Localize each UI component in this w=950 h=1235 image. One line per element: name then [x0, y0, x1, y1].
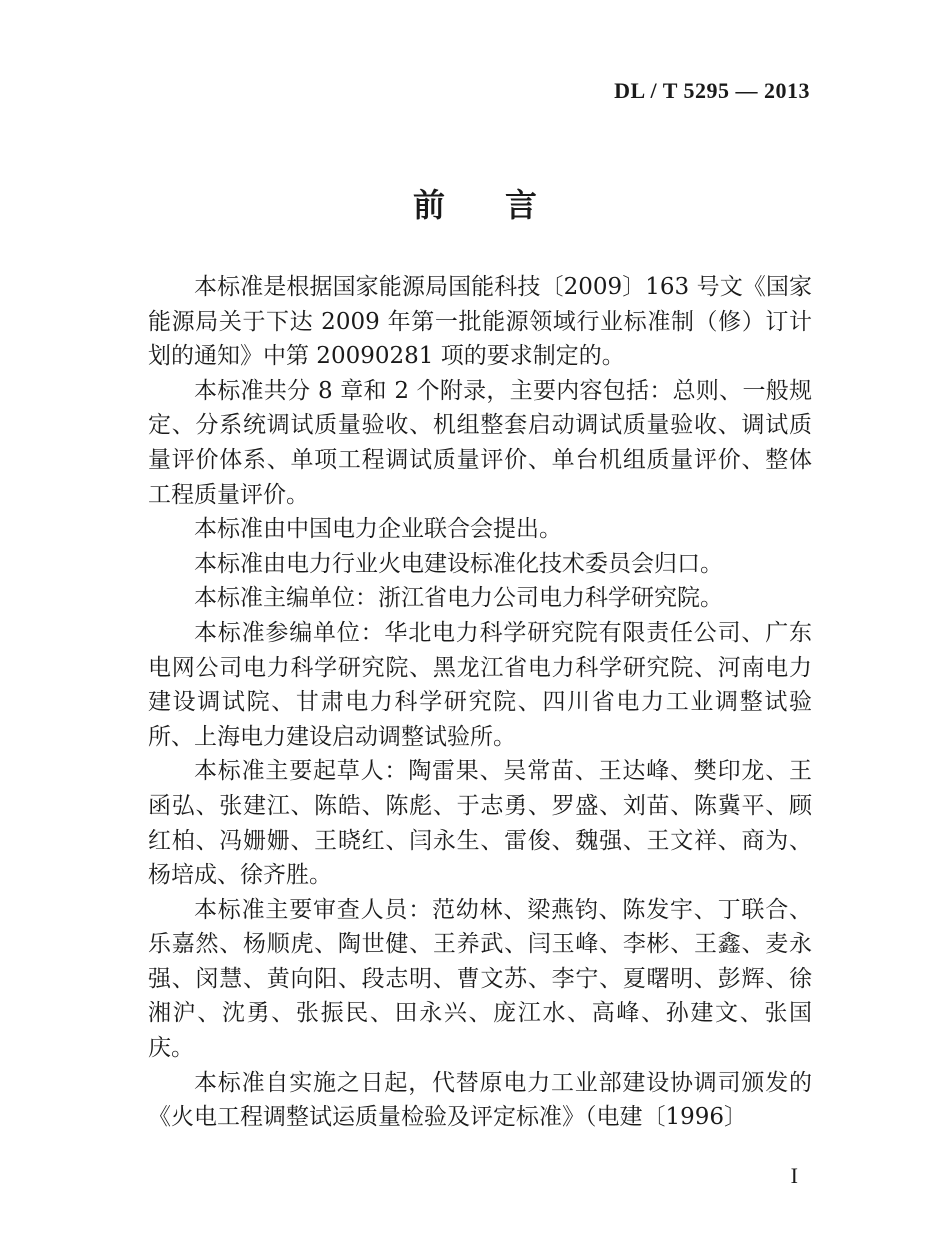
page-number: I [790, 1163, 798, 1188]
paragraph-administrator: 本标准由电力行业火电建设标准化技术委员会归口。 [194, 550, 723, 577]
paragraph-proposer: 本标准由中国电力企业联合会提出。 [194, 516, 562, 543]
paragraph-chief-editor: 本标准主编单位：浙江省电力公司电力科学研究院。 [194, 585, 723, 612]
paragraph-participating-units: 本标准参编单位：华北电力科学研究院有限责任公司、广东电网公司电力科学研究院、黑龙江省电力科学研究院、河南电力建设调试院、甘肃电力科学研究院、四川省电力工业调整试验所、上海电力建设启动调整试验所。 [148, 619, 812, 750]
document-code: DL / T 5295 — 2013 [614, 78, 810, 103]
paragraph-reviewers: 本标准主要审查人员：范幼林、梁燕钧、陈发宇、丁联合、乐嘉然、杨顺虎、陶世健、王养武、闫玉峰、李彬、王鑫、麦永强、闵慧、黄向阳、段志明、曹文苏、李宁、夏曙明、彭辉、徐湘沪、沈勇、张振民、田永兴、庞江水、高峰、孙建文、张国庆。 [148, 896, 812, 1062]
page-title: 前言 [412, 186, 597, 224]
paragraph-basis: 本标准是根据国家能源局国能科技〔2009〕163 号文《国家能源局关于下达 2009 年第一批能源领域行业标准制（修）订计划的通知》中第 20090281 项的要求制定的。 [148, 274, 812, 370]
body-text [148, 270, 812, 1135]
paragraph-drafters: 本标准主要起草人：陶雷果、吴常苗、王达峰、樊印龙、王函弘、张建江、陈皓、陈彪、于志勇、罗盛、刘苗、陈冀平、顾红柏、冯姗姗、王晓红、闫永生、雷俊、魏强、王文祥、商为、杨培成、徐齐胜。 [148, 758, 812, 889]
paragraph-contents: 本标准共分 8 章和 2 个附录，主要内容包括：总则、一般规定、分系统调试质量验收、机组整套启动调试质量验收、调试质量评价体系、单项工程调试质量评价、单台机组质量评价、整体工程质量评价。 [148, 377, 812, 508]
paragraph-replacement: 本标准自实施之日起，代替原电力工业部建设协调司颁发的《火电工程调整试运质量检验及评定标准》（电建〔1996〕 [148, 1069, 812, 1131]
